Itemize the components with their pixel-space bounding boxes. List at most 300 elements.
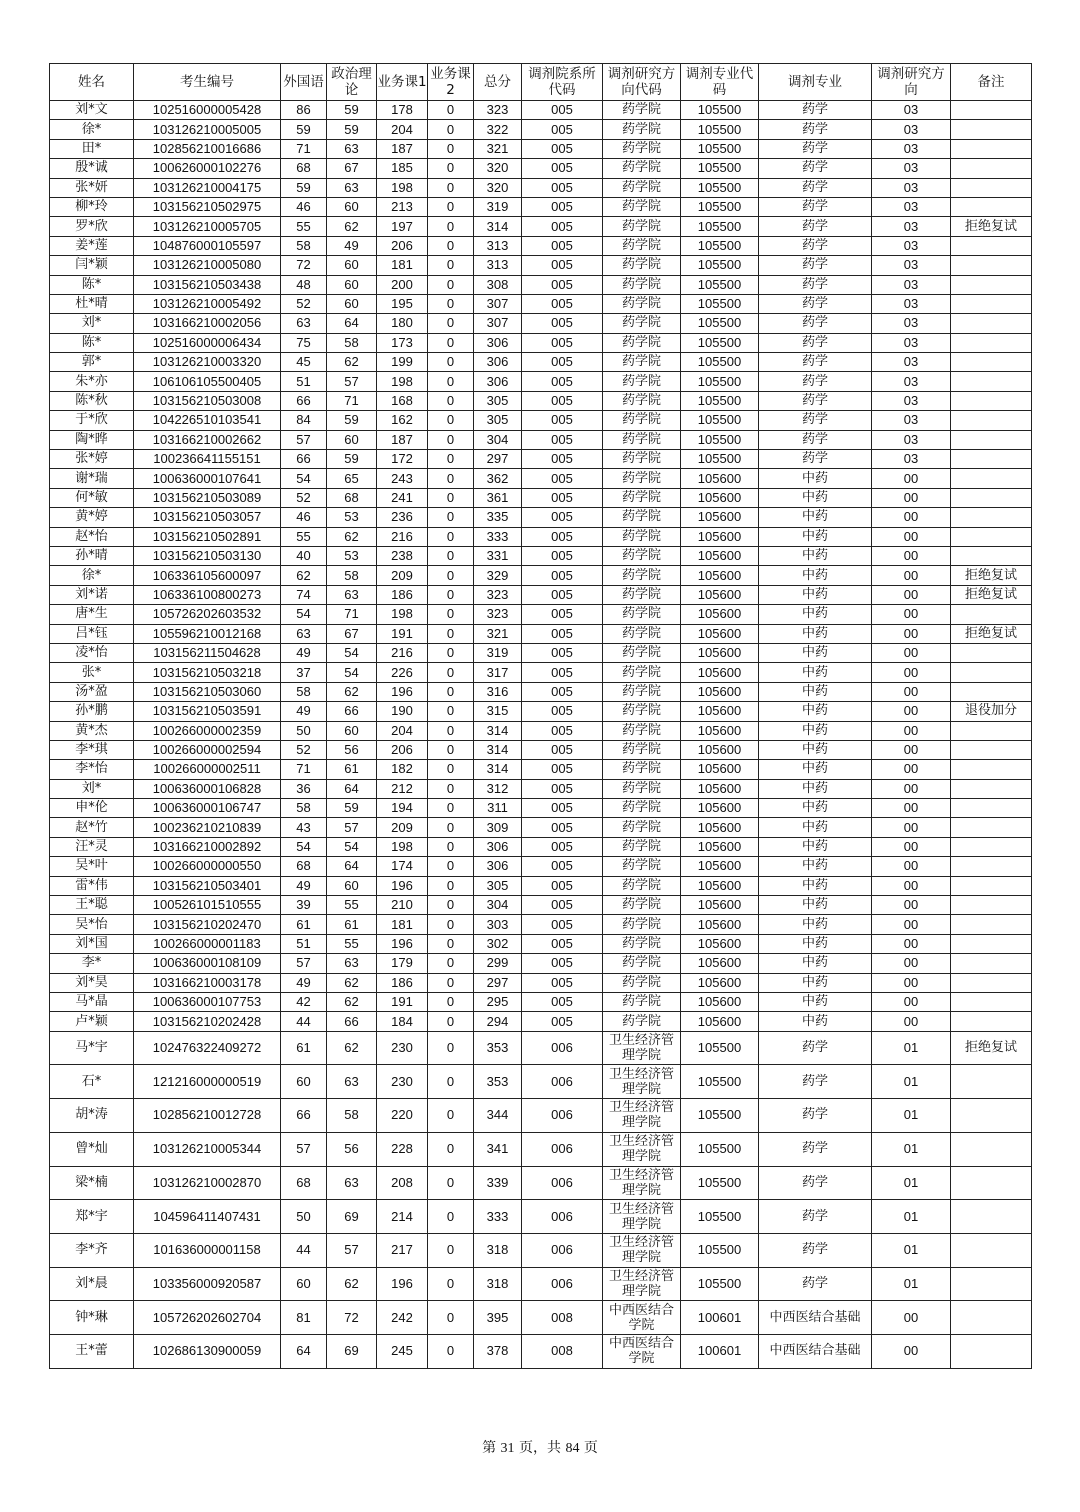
cell-direction: 03	[872, 217, 951, 236]
cell-direction: 03	[872, 101, 951, 120]
cell-remarks	[951, 178, 1032, 197]
cell-major: 药学	[759, 159, 872, 178]
cell-politics: 63	[327, 954, 377, 973]
cell-direction: 00	[872, 1012, 951, 1031]
cell-total-score: 353	[474, 1065, 522, 1099]
cell-exam-id: 100266000002359	[134, 721, 281, 740]
cell-foreign-language: 60	[281, 1267, 327, 1301]
cell-politics: 60	[327, 197, 377, 216]
table-row	[50, 101, 1032, 120]
table-row	[50, 217, 1032, 236]
cell-subject-1: 226	[377, 663, 428, 682]
cell-major-code: 105500	[681, 353, 759, 372]
table-row	[50, 837, 1032, 856]
cell-subject-2: 0	[428, 818, 474, 837]
cell-politics: 66	[327, 1012, 377, 1031]
cell-exam-id: 103126210005705	[134, 217, 281, 236]
cell-dept-code: 005	[522, 702, 603, 721]
cell-exam-id: 104596411407431	[134, 1200, 281, 1234]
cell-subject-1: 174	[377, 857, 428, 876]
cell-dept-code: 008	[522, 1334, 603, 1368]
cell-remarks	[951, 430, 1032, 449]
cell-total-score: 305	[474, 411, 522, 430]
cell-name: 谢*瑞	[50, 469, 134, 488]
cell-remarks	[951, 682, 1032, 701]
cell-total-score: 344	[474, 1099, 522, 1133]
cell-politics: 56	[327, 1132, 377, 1166]
table-row	[50, 1132, 1032, 1166]
cell-foreign-language: 40	[281, 546, 327, 565]
cell-major-code: 105500	[681, 139, 759, 158]
cell-major: 药学	[759, 101, 872, 120]
cell-politics: 59	[327, 450, 377, 469]
cell-major-code: 105600	[681, 643, 759, 662]
cell-foreign-language: 49	[281, 643, 327, 662]
cell-politics: 64	[327, 779, 377, 798]
cell-exam-id: 106336105600097	[134, 566, 281, 585]
cell-remarks	[951, 973, 1032, 992]
cell-subject-2: 0	[428, 353, 474, 372]
cell-foreign-language: 62	[281, 566, 327, 585]
cell-major-code: 105500	[681, 1099, 759, 1133]
cell-dept-code: 005	[522, 585, 603, 604]
cell-subject-2: 0	[428, 779, 474, 798]
cell-subject-2: 0	[428, 1031, 474, 1065]
cell-foreign-language: 36	[281, 779, 327, 798]
cell-remarks	[951, 197, 1032, 216]
cell-total-score: 333	[474, 527, 522, 546]
cell-total-score: 361	[474, 488, 522, 507]
cell-direction-code: 药学院	[603, 430, 681, 449]
cell-politics: 63	[327, 1065, 377, 1099]
header-name: 姓名	[50, 64, 134, 101]
cell-total-score: 313	[474, 236, 522, 255]
cell-subject-1: 204	[377, 721, 428, 740]
cell-politics: 66	[327, 702, 377, 721]
cell-dept-code: 005	[522, 566, 603, 585]
cell-exam-id: 100526101510555	[134, 896, 281, 915]
cell-major: 药学	[759, 294, 872, 313]
table-row	[50, 430, 1032, 449]
table-row	[50, 236, 1032, 255]
cell-total-score: 329	[474, 566, 522, 585]
header-politics: 政治理论	[327, 64, 377, 101]
cell-major: 药学	[759, 1267, 872, 1301]
cell-subject-1: 236	[377, 508, 428, 527]
table-row	[50, 605, 1032, 624]
cell-major-code: 105600	[681, 954, 759, 973]
cell-foreign-language: 39	[281, 896, 327, 915]
cell-total-score: 341	[474, 1132, 522, 1166]
cell-remarks	[951, 1334, 1032, 1368]
table-row	[50, 469, 1032, 488]
cell-direction: 00	[872, 954, 951, 973]
cell-total-score: 331	[474, 546, 522, 565]
cell-major: 药学	[759, 217, 872, 236]
table-row	[50, 643, 1032, 662]
cell-politics: 58	[327, 566, 377, 585]
cell-subject-2: 0	[428, 857, 474, 876]
cell-remarks	[951, 1012, 1032, 1031]
cell-dept-code: 005	[522, 139, 603, 158]
cell-foreign-language: 64	[281, 1334, 327, 1368]
cell-name: 刘*	[50, 314, 134, 333]
table-row	[50, 256, 1032, 275]
cell-total-score: 323	[474, 101, 522, 120]
cell-dept-code: 005	[522, 256, 603, 275]
cell-direction-code: 药学院	[603, 837, 681, 856]
cell-direction-code: 药学院	[603, 818, 681, 837]
cell-dept-code: 006	[522, 1065, 603, 1099]
cell-direction-code: 药学院	[603, 954, 681, 973]
cell-subject-1: 186	[377, 973, 428, 992]
cell-dept-code: 005	[522, 236, 603, 255]
cell-direction-code: 药学院	[603, 469, 681, 488]
cell-name: 柳*玲	[50, 197, 134, 216]
cell-total-score: 312	[474, 779, 522, 798]
cell-major: 中药	[759, 702, 872, 721]
cell-dept-code: 005	[522, 120, 603, 139]
cell-name: 李*怡	[50, 760, 134, 779]
cell-exam-id: 100636000107641	[134, 469, 281, 488]
cell-major-code: 105600	[681, 818, 759, 837]
cell-remarks	[951, 469, 1032, 488]
cell-foreign-language: 54	[281, 837, 327, 856]
cell-major: 药学	[759, 275, 872, 294]
cell-major: 药学	[759, 1065, 872, 1099]
cell-remarks	[951, 799, 1032, 818]
cell-major: 中药	[759, 857, 872, 876]
cell-direction: 00	[872, 934, 951, 953]
cell-remarks	[951, 1166, 1032, 1200]
cell-subject-1: 181	[377, 915, 428, 934]
cell-politics: 64	[327, 857, 377, 876]
cell-exam-id: 105596210012168	[134, 624, 281, 643]
cell-politics: 55	[327, 934, 377, 953]
cell-foreign-language: 49	[281, 702, 327, 721]
cell-remarks	[951, 663, 1032, 682]
cell-foreign-language: 86	[281, 101, 327, 120]
cell-total-score: 305	[474, 876, 522, 895]
cell-remarks	[951, 992, 1032, 1011]
cell-politics: 57	[327, 372, 377, 391]
cell-subject-1: 204	[377, 120, 428, 139]
cell-total-score: 318	[474, 1267, 522, 1301]
cell-subject-1: 186	[377, 585, 428, 604]
cell-major-code: 105600	[681, 702, 759, 721]
cell-politics: 71	[327, 391, 377, 410]
cell-direction-code: 药学院	[603, 682, 681, 701]
cell-name: 钟*琳	[50, 1301, 134, 1335]
cell-remarks	[951, 488, 1032, 507]
cell-exam-id: 100266000002511	[134, 760, 281, 779]
cell-dept-code: 005	[522, 721, 603, 740]
cell-name: 闫*颖	[50, 256, 134, 275]
cell-major: 中药	[759, 934, 872, 953]
cell-subject-1: 194	[377, 799, 428, 818]
cell-exam-id: 103126210005492	[134, 294, 281, 313]
cell-direction: 01	[872, 1031, 951, 1065]
cell-exam-id: 103156210202428	[134, 1012, 281, 1031]
cell-subject-2: 0	[428, 837, 474, 856]
cell-name: 凌*怡	[50, 643, 134, 662]
cell-name: 刘*国	[50, 934, 134, 953]
cell-subject-1: 206	[377, 740, 428, 759]
cell-subject-1: 172	[377, 450, 428, 469]
cell-politics: 63	[327, 1166, 377, 1200]
cell-politics: 69	[327, 1334, 377, 1368]
cell-exam-id: 103126210002870	[134, 1166, 281, 1200]
cell-direction: 03	[872, 333, 951, 352]
cell-subject-2: 0	[428, 585, 474, 604]
cell-major-code: 105500	[681, 1200, 759, 1234]
cell-direction-code: 药学院	[603, 197, 681, 216]
table-row	[50, 624, 1032, 643]
cell-direction: 00	[872, 702, 951, 721]
table-row	[50, 721, 1032, 740]
cell-name: 吴*怡	[50, 915, 134, 934]
cell-subject-2: 0	[428, 314, 474, 333]
cell-dept-code: 005	[522, 353, 603, 372]
table-row	[50, 197, 1032, 216]
cell-name: 孙*鹏	[50, 702, 134, 721]
cell-direction: 03	[872, 256, 951, 275]
table-row	[50, 566, 1032, 585]
cell-dept-code: 005	[522, 779, 603, 798]
cell-remarks	[951, 236, 1032, 255]
cell-direction-code: 药学院	[603, 740, 681, 759]
cell-subject-2: 0	[428, 275, 474, 294]
cell-exam-id: 102856210012728	[134, 1099, 281, 1133]
cell-subject-2: 0	[428, 450, 474, 469]
cell-direction: 01	[872, 1267, 951, 1301]
cell-direction: 00	[872, 469, 951, 488]
cell-major: 药学	[759, 139, 872, 158]
footer-suffix: 页	[583, 1441, 598, 1456]
cell-remarks	[951, 101, 1032, 120]
cell-politics: 63	[327, 178, 377, 197]
cell-major-code: 105600	[681, 546, 759, 565]
cell-subject-2: 0	[428, 236, 474, 255]
cell-direction: 00	[872, 896, 951, 915]
cell-major-code: 105500	[681, 372, 759, 391]
cell-subject-1: 212	[377, 779, 428, 798]
cell-name: 陶*晔	[50, 430, 134, 449]
cell-dept-code: 005	[522, 314, 603, 333]
cell-exam-id: 121216000000519	[134, 1065, 281, 1099]
cell-direction: 03	[872, 197, 951, 216]
cell-foreign-language: 46	[281, 197, 327, 216]
cell-dept-code: 005	[522, 294, 603, 313]
cell-dept-code: 005	[522, 643, 603, 662]
cell-foreign-language: 59	[281, 120, 327, 139]
cell-subject-1: 243	[377, 469, 428, 488]
cell-major-code: 105600	[681, 663, 759, 682]
header-dept-code: 调剂院系所代码	[522, 64, 603, 101]
cell-name: 石*	[50, 1065, 134, 1099]
cell-dept-code: 006	[522, 1166, 603, 1200]
cell-politics: 54	[327, 663, 377, 682]
cell-major-code: 105500	[681, 101, 759, 120]
cell-direction-code: 药学院	[603, 450, 681, 469]
cell-foreign-language: 58	[281, 682, 327, 701]
cell-total-score: 319	[474, 643, 522, 662]
cell-direction: 03	[872, 275, 951, 294]
cell-subject-2: 0	[428, 1132, 474, 1166]
cell-politics: 62	[327, 527, 377, 546]
header-major: 调剂专业	[759, 64, 872, 101]
cell-direction-code: 药学院	[603, 139, 681, 158]
cell-remarks	[951, 527, 1032, 546]
cell-politics: 64	[327, 314, 377, 333]
cell-subject-1: 187	[377, 430, 428, 449]
cell-direction: 00	[872, 546, 951, 565]
cell-total-score: 306	[474, 372, 522, 391]
cell-remarks: 拒绝复试	[951, 1031, 1032, 1065]
cell-total-score: 315	[474, 702, 522, 721]
cell-subject-1: 179	[377, 954, 428, 973]
cell-major: 中药	[759, 992, 872, 1011]
cell-foreign-language: 45	[281, 353, 327, 372]
cell-foreign-language: 60	[281, 1065, 327, 1099]
cell-subject-2: 0	[428, 740, 474, 759]
cell-major: 中药	[759, 605, 872, 624]
cell-direction-code: 药学院	[603, 876, 681, 895]
cell-remarks	[951, 1301, 1032, 1335]
cell-total-score: 314	[474, 217, 522, 236]
cell-remarks	[951, 1099, 1032, 1133]
cell-total-score: 306	[474, 333, 522, 352]
cell-politics: 62	[327, 973, 377, 992]
header-subject-2: 业务课2	[428, 64, 474, 101]
cell-subject-2: 0	[428, 372, 474, 391]
cell-remarks	[951, 333, 1032, 352]
cell-politics: 72	[327, 1301, 377, 1335]
cell-exam-id: 105726202602704	[134, 1301, 281, 1335]
cell-direction: 00	[872, 682, 951, 701]
cell-dept-code: 005	[522, 760, 603, 779]
cell-subject-1: 216	[377, 643, 428, 662]
cell-direction-code: 药学院	[603, 256, 681, 275]
table-row	[50, 333, 1032, 352]
cell-politics: 68	[327, 488, 377, 507]
cell-major-code: 105600	[681, 779, 759, 798]
cell-direction: 03	[872, 159, 951, 178]
cell-major-code: 105500	[681, 159, 759, 178]
cell-foreign-language: 58	[281, 236, 327, 255]
footer-middle: 页，共	[519, 1441, 561, 1456]
cell-politics: 60	[327, 294, 377, 313]
cell-name: 雷*伟	[50, 876, 134, 895]
cell-foreign-language: 61	[281, 1031, 327, 1065]
cell-politics: 60	[327, 256, 377, 275]
cell-foreign-language: 57	[281, 954, 327, 973]
cell-direction: 00	[872, 818, 951, 837]
cell-major-code: 105600	[681, 760, 759, 779]
cell-dept-code: 005	[522, 197, 603, 216]
cell-exam-id: 103156210503218	[134, 663, 281, 682]
cell-major-code: 100601	[681, 1301, 759, 1335]
cell-name: 赵*怡	[50, 527, 134, 546]
cell-direction-code: 药学院	[603, 101, 681, 120]
cell-subject-1: 196	[377, 934, 428, 953]
cell-subject-1: 168	[377, 391, 428, 410]
cell-direction-code: 药学院	[603, 546, 681, 565]
cell-dept-code: 005	[522, 740, 603, 759]
cell-politics: 67	[327, 624, 377, 643]
cell-exam-id: 103126210005005	[134, 120, 281, 139]
header-major-code: 调剂专业代码	[681, 64, 759, 101]
table-row	[50, 450, 1032, 469]
table-row	[50, 1012, 1032, 1031]
cell-name: 陈*	[50, 333, 134, 352]
cell-subject-2: 0	[428, 682, 474, 701]
cell-remarks	[951, 837, 1032, 856]
table-row	[50, 1031, 1032, 1065]
cell-dept-code: 005	[522, 818, 603, 837]
cell-subject-2: 0	[428, 139, 474, 158]
cell-remarks	[951, 740, 1032, 759]
cell-direction-code: 药学院	[603, 605, 681, 624]
cell-subject-1: 197	[377, 217, 428, 236]
cell-name: 张*婷	[50, 450, 134, 469]
cell-dept-code: 006	[522, 1031, 603, 1065]
cell-total-score: 316	[474, 682, 522, 701]
cell-remarks	[951, 721, 1032, 740]
cell-exam-id: 103166210002662	[134, 430, 281, 449]
cell-total-score: 318	[474, 1233, 522, 1267]
cell-dept-code: 005	[522, 973, 603, 992]
cell-dept-code: 005	[522, 469, 603, 488]
cell-major: 中药	[759, 896, 872, 915]
cell-major: 中药	[759, 682, 872, 701]
cell-direction-code: 药学院	[603, 896, 681, 915]
cell-name: 郑*宇	[50, 1200, 134, 1234]
cell-dept-code: 005	[522, 896, 603, 915]
table-row	[50, 1334, 1032, 1368]
cell-total-score: 304	[474, 430, 522, 449]
cell-dept-code: 005	[522, 508, 603, 527]
cell-subject-1: 245	[377, 1334, 428, 1368]
cell-foreign-language: 55	[281, 527, 327, 546]
cell-direction-code: 药学院	[603, 585, 681, 604]
table-row	[50, 546, 1032, 565]
cell-subject-2: 0	[428, 1012, 474, 1031]
cell-subject-2: 0	[428, 197, 474, 216]
cell-politics: 69	[327, 1200, 377, 1234]
cell-subject-2: 0	[428, 760, 474, 779]
cell-subject-1: 181	[377, 256, 428, 275]
cell-direction: 00	[872, 857, 951, 876]
cell-foreign-language: 51	[281, 934, 327, 953]
cell-total-score: 335	[474, 508, 522, 527]
table-row	[50, 275, 1032, 294]
cell-foreign-language: 52	[281, 740, 327, 759]
cell-politics: 61	[327, 760, 377, 779]
cell-direction: 03	[872, 391, 951, 410]
cell-total-score: 322	[474, 120, 522, 139]
cell-total-score: 323	[474, 605, 522, 624]
table-row	[50, 857, 1032, 876]
table-row	[50, 1267, 1032, 1301]
cell-direction-code: 药学院	[603, 120, 681, 139]
cell-dept-code: 005	[522, 430, 603, 449]
cell-major-code: 105600	[681, 740, 759, 759]
cell-subject-2: 0	[428, 488, 474, 507]
cell-dept-code: 006	[522, 1200, 603, 1234]
cell-major-code: 105500	[681, 178, 759, 197]
cell-remarks	[951, 896, 1032, 915]
